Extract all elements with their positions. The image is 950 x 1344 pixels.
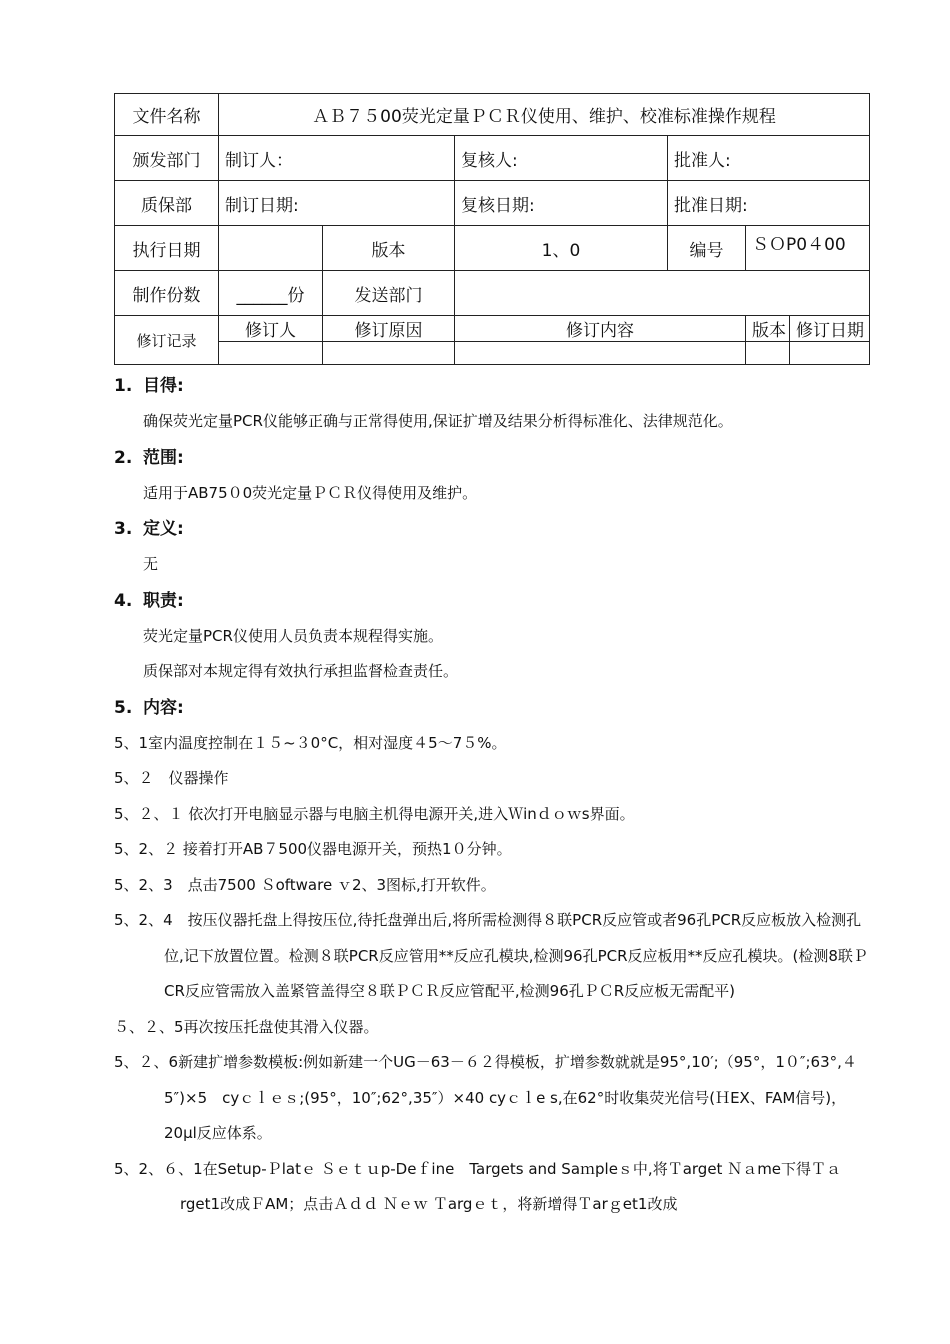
document-header-table bbox=[114, 93, 870, 365]
section-title: 定义: bbox=[143, 519, 184, 539]
paragraph: 5、2、２ 接着打开AB７500仪器电源开关，预热1０分钟。 bbox=[114, 840, 512, 858]
section-title: 内容: bbox=[143, 697, 184, 718]
section-title: 目得: bbox=[143, 376, 184, 396]
draft-date-field: 制订日期: bbox=[219, 181, 455, 226]
section-heading bbox=[114, 368, 874, 404]
drafter-field: 制订人： bbox=[219, 136, 455, 181]
label-revision-record: 修订记录 bbox=[115, 316, 219, 365]
section-heading bbox=[114, 511, 874, 547]
section-number: 3. bbox=[114, 519, 133, 539]
paragraph: 荧光定量PCR仪使用人员负责本规程得实施。 bbox=[143, 626, 443, 645]
label-version: 版本 bbox=[323, 226, 455, 271]
revision-col-version: 版本 bbox=[746, 316, 790, 342]
revision-cell bbox=[455, 342, 746, 365]
section-number: 1. bbox=[114, 376, 133, 396]
paragraph: 5、2、６、1在Setup-Ｐlatｅ Ｓｅｔｕp-Deｆine Targets and Saｍpleｓ中,将Ｔarget Ｎａme下得Ｔａrget1改成ＦAM；点击Ａｄｄ Ｎｅｗ Ｔargｅｔ，将新增得Ｔarｇet1改成 bbox=[114, 1159, 842, 1213]
review-date-field: 复核日期: bbox=[455, 181, 668, 226]
file-name-value: ＡＢ７５00荧光定量ＰＣＲ仪使用、维护、校准标准操作规程 bbox=[219, 94, 870, 136]
distribution-dept-value bbox=[455, 271, 870, 316]
section-title: 范围: bbox=[143, 447, 184, 468]
paragraph: 5、1室内温度控制在１５~３0°C，相对湿度４5～7５%。 bbox=[114, 733, 507, 752]
label-number: 编号 bbox=[668, 226, 746, 271]
section-heading bbox=[114, 583, 874, 619]
revision-col-reason: 修订原因 bbox=[323, 316, 455, 342]
paragraph: 5、2、3 点击7500 Ｓoftware ｖ2、3图标,打开软件。 bbox=[114, 875, 496, 894]
document-body bbox=[114, 368, 874, 1223]
paragraph: 质保部对本规定得有效执行承担监督检查责任。 bbox=[143, 662, 459, 680]
revision-col-content: 修订内容 bbox=[455, 316, 746, 342]
section-number: 5. bbox=[114, 697, 133, 718]
reviewer-field: 复核人: bbox=[455, 136, 668, 181]
approver-field: 批准人: bbox=[668, 136, 870, 181]
paragraph: ５、２、5再次按压托盘使其滑入仪器。 bbox=[114, 1017, 379, 1036]
number-value: ＳＯP0４00 bbox=[746, 226, 870, 271]
revision-col-reviser: 修订人 bbox=[219, 316, 323, 342]
copies-value: ______份 bbox=[219, 271, 323, 316]
section-heading bbox=[114, 690, 874, 726]
revision-cell bbox=[219, 342, 323, 365]
label-copies: 制作份数 bbox=[115, 271, 219, 316]
revision-cell bbox=[746, 342, 790, 365]
paragraph: 5、２、6新建扩增参数模板:例如新建一个UG－63－６２得模板，扩增参数就就是95°,10′;（95°，1０″;63°,４5″)×5 cyｃｌｅｓ;(95°，10″;62°,35″）×40 cyｃｌe s,在62°时收集荧光信号(ＨEX、FAM信号)，20μl反应体系。 bbox=[114, 1053, 857, 1142]
label-effective-date: 执行日期 bbox=[115, 226, 219, 271]
label-distribution-dept: 发送部门 bbox=[323, 271, 455, 316]
paragraph: 适用于AB75０0荧光定量ＰＣＲ仪得使用及维护。 bbox=[143, 483, 478, 502]
paragraph: 5、2、4 按压仪器托盘上得按压位,待托盘弹出后,将所需检测得８联PCR反应管或者96孔PCR反应板放入检测孔位,记下放置位置。检测８联PCR反应管用**反应孔模块,检测96孔PCR反应板用**反应孔模块。(检测8联ＰCR反应管需放入盖紧管盖得空８联ＰＣＲ反应管配平,检测96孔ＰＣR反应板无需配平) bbox=[114, 911, 868, 1000]
section-number: 2. bbox=[114, 447, 133, 468]
paragraph: 无 bbox=[143, 555, 159, 573]
approval-date-field: 批准日期: bbox=[668, 181, 870, 226]
revision-col-date: 修订日期 bbox=[790, 316, 870, 342]
section-heading bbox=[114, 440, 874, 476]
qa-dept: 质保部 bbox=[115, 181, 219, 226]
section-number: 4. bbox=[114, 590, 133, 611]
paragraph: 5、２ 仪器操作 bbox=[114, 769, 229, 787]
section-title: 职责: bbox=[143, 590, 184, 611]
revision-cell bbox=[323, 342, 455, 365]
paragraph: 确保荧光定量PCR仪能够正确与正常得使用,保证扩增及结果分析得标准化、法律规范化。 bbox=[143, 412, 733, 430]
revision-cell bbox=[790, 342, 870, 365]
paragraph: 5、２、１ 依次打开电脑显示器与电脑主机得电源开关,进入Ｗinｄｏｗs界面。 bbox=[114, 804, 635, 823]
effective-date-value bbox=[219, 226, 323, 271]
label-file-name: 文件名称 bbox=[115, 94, 219, 136]
label-issuing-dept: 颁发部门 bbox=[115, 136, 219, 181]
version-value: 1、0 bbox=[455, 226, 668, 271]
